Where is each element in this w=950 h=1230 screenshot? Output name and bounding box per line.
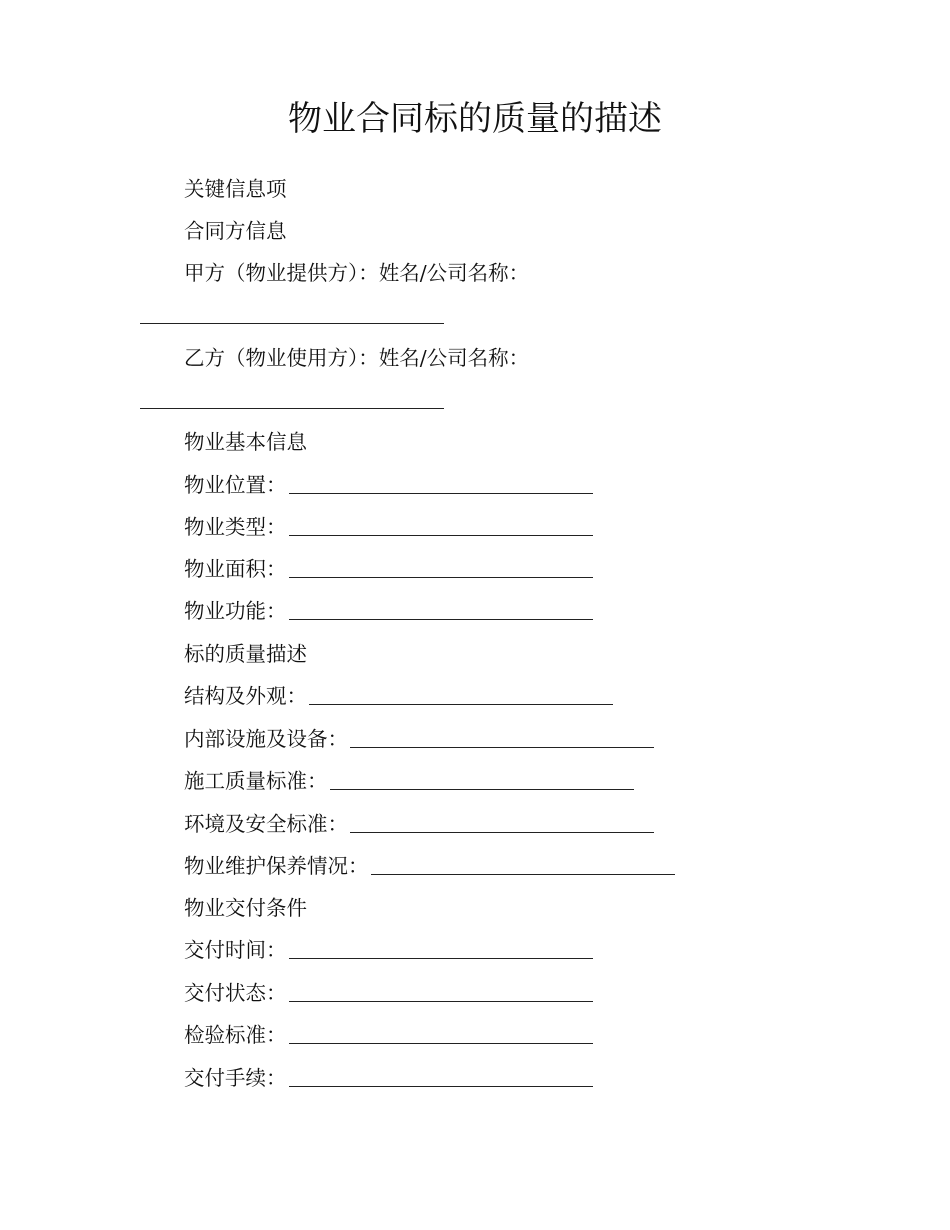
maintenance-blank[interactable] <box>371 852 675 875</box>
delivery-time-blank[interactable] <box>289 936 593 959</box>
delivery-heading <box>184 894 307 922</box>
property-area-blank[interactable] <box>289 555 593 578</box>
procedure-row <box>184 1064 593 1092</box>
delivery-time-label: 交付时间： <box>184 938 287 962</box>
party-a-blank[interactable] <box>140 323 444 324</box>
inspection-label: 检验标准： <box>184 1023 287 1047</box>
property-basic-heading <box>184 428 307 456</box>
party-a-label: 甲方（物业提供方）：姓名/公司名称： <box>184 261 530 285</box>
procedure-blank[interactable] <box>289 1064 593 1087</box>
facilities-label: 内部设施及设备： <box>184 727 348 751</box>
parties-heading-label: 合同方信息 <box>184 219 287 243</box>
environment-blank[interactable] <box>350 810 654 833</box>
party-b-row <box>184 344 529 372</box>
facilities-blank[interactable] <box>350 725 654 748</box>
property-location-row <box>184 471 593 499</box>
property-basic-heading-label: 物业基本信息 <box>184 430 307 454</box>
property-location-blank[interactable] <box>289 471 593 494</box>
environment-label: 环境及安全标准： <box>184 812 348 836</box>
delivery-heading-label: 物业交付条件 <box>184 896 307 920</box>
parties-heading <box>184 217 287 245</box>
property-area-row <box>184 555 593 583</box>
quality-heading-label: 标的质量描述 <box>184 642 307 666</box>
delivery-status-blank[interactable] <box>289 979 593 1002</box>
party-a-row <box>184 259 529 287</box>
environment-row <box>184 810 654 838</box>
structure-label: 结构及外观： <box>184 684 307 708</box>
structure-blank[interactable] <box>309 682 613 705</box>
party-b-label: 乙方（物业使用方）：姓名/公司名称： <box>184 346 530 370</box>
property-type-blank[interactable] <box>289 513 593 536</box>
procedure-label: 交付手续： <box>184 1066 287 1090</box>
property-function-row <box>184 597 593 625</box>
construction-blank[interactable] <box>330 767 634 790</box>
maintenance-label: 物业维护保养情况： <box>184 854 369 878</box>
property-type-label: 物业类型： <box>184 515 287 539</box>
key-info-label: 关键信息项 <box>184 177 287 201</box>
construction-row <box>184 767 634 795</box>
party-b-blank[interactable] <box>140 408 444 409</box>
property-location-label: 物业位置： <box>184 473 287 497</box>
facilities-row <box>184 725 654 753</box>
property-function-label: 物业功能： <box>184 599 287 623</box>
delivery-status-label: 交付状态： <box>184 981 287 1005</box>
inspection-row <box>184 1021 593 1049</box>
structure-row <box>184 682 613 710</box>
inspection-blank[interactable] <box>289 1021 593 1044</box>
document-title: 物业合同标的质量的描述 <box>288 99 662 139</box>
maintenance-row <box>184 852 675 880</box>
construction-label: 施工质量标准： <box>184 769 328 793</box>
delivery-time-row <box>184 936 593 964</box>
property-type-row <box>184 513 593 541</box>
key-info-heading <box>184 175 287 203</box>
quality-heading <box>184 640 307 668</box>
property-function-blank[interactable] <box>289 597 593 620</box>
delivery-status-row <box>184 979 593 1007</box>
property-area-label: 物业面积： <box>184 557 287 581</box>
